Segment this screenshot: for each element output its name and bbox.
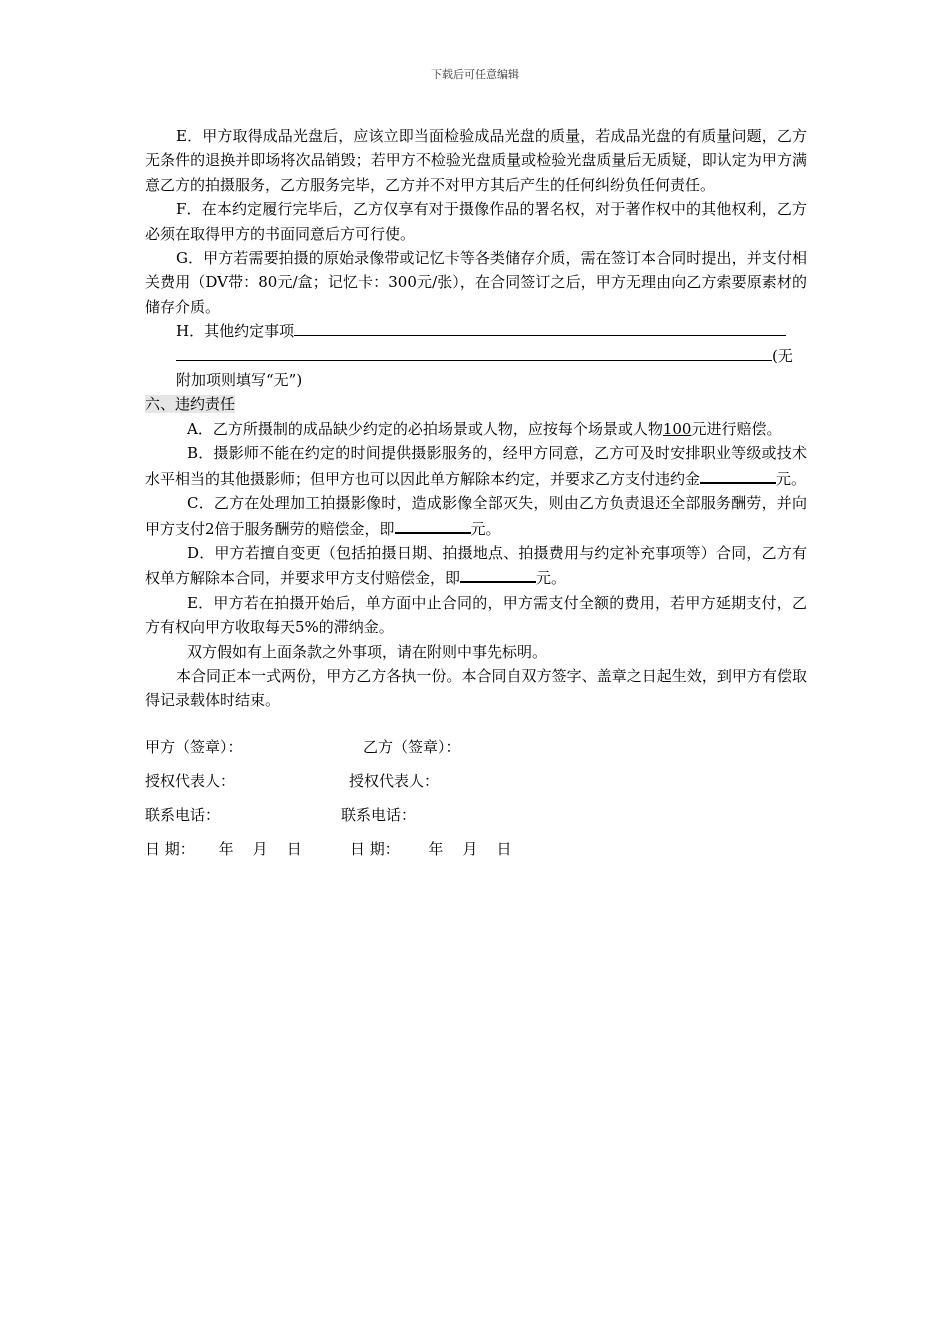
penalty-a-amount: 100: [662, 419, 692, 438]
party-a-date: 日 期： 年 月 日: [145, 839, 302, 858]
penalty-b-text: B．摄影师不能在约定的时间提供摄影服务的，经甲方同意，乙方可及时安排职业等级或技术水平相当的其他摄影师；但甲方也可以因此单方解除本约定，并要求乙方支付违约金: [145, 444, 807, 488]
penalty-c-suffix: 元。: [470, 519, 501, 538]
penalty-c: [145, 491, 807, 541]
clause-h: [145, 319, 807, 343]
penalty-d-blank[interactable]: [460, 565, 536, 583]
party-a-representative: 授权代表人：: [145, 771, 236, 790]
clause-h-suffix: (无: [772, 346, 793, 365]
penalty-b-suffix: 元。: [776, 469, 807, 488]
party-a-signature: 甲方（签章）：: [145, 737, 243, 756]
penalty-d-text: D．甲方若擅自变更（包括拍摄日期、拍摄地点、拍摄费用与约定补充事项等）合同，乙方有权单方解除本合同，并要求甲方支付赔偿金，即: [145, 543, 807, 588]
signature-row-phone: [145, 805, 807, 839]
validity-clause: 本合同正本一式两份，甲方乙方各执一份。本合同自双方签字、盖章之日起生效，到甲方有偿取得记录载体时结束。: [145, 666, 807, 710]
page-header: 下载后可任意编辑: [431, 68, 519, 81]
penalty-a-suffix: 元进行赔偿。: [691, 419, 782, 438]
party-b-phone: 联系电话：: [341, 805, 417, 824]
contract-body: [145, 124, 807, 873]
clause-h-note: 附加项则填写“无”): [176, 371, 303, 390]
penalty-b-blank[interactable]: [700, 466, 776, 484]
clause-h-blank-2[interactable]: [176, 344, 772, 361]
clause-f: F．在本约定履行完毕后，乙方仅享有对于摄像作品的署名权，对于著作权中的其他权利，乙方必须在取得甲方的书面同意后方可行使。: [145, 200, 807, 243]
signature-row-date: [145, 839, 807, 873]
penalty-c-text: C．乙方在处理加工拍摄影像时，造成影像全部灭失，则由乙方负责退还全部服务酬劳，并向甲方支付2倍于服务酬劳的赔偿金，即: [145, 494, 807, 538]
penalty-d-suffix: 元。: [536, 569, 567, 588]
penalty-d: [145, 541, 807, 591]
penalty-a: [145, 417, 807, 441]
penalty-e: E．甲方若在拍摄开始后，单方面中止合同的，甲方需支付全额的费用，若甲方延期支付，乙方有权向甲方收取每天5%的滞纳金。: [145, 593, 807, 637]
clause-h-blank-1[interactable]: [294, 319, 786, 336]
penalty-b: [145, 441, 807, 491]
signature-row-rep: [145, 771, 807, 805]
extra-matters: 双方假如有上面条款之外事项，请在附则中事先标明。: [187, 642, 548, 661]
party-b-representative: 授权代表人：: [349, 771, 440, 790]
party-b-signature: 乙方（签章）：: [363, 737, 461, 756]
clause-e: E．甲方取得成品光盘后，应该立即当面检验成品光盘的质量，若成品光盘的有质量问题，乙方无条件的退换并即场将次品销毁；若甲方不检验光盘质量或检验光盘质量后无质疑，即认定为甲方满意乙方的拍摄服务，乙方服务完毕，乙方并不对甲方其后产生的任何纠纷负任何责任。: [145, 127, 807, 194]
party-a-phone: 联系电话：: [145, 805, 221, 824]
clause-h-line-2: [145, 344, 807, 368]
signature-row-party: [145, 737, 807, 771]
clause-g: G．甲方若需要拍摄的原始录像带或记忆卡等各类储存介质，需在签订本合同时提出，并支付相关费用（DV带：80元/盒；记忆卡：300元/张），在合同签订之后，甲方无理由向乙方索要原素材的储存介质。: [145, 249, 807, 316]
section-6-heading: [145, 392, 807, 416]
penalty-c-blank[interactable]: [395, 516, 471, 534]
section-6-title: 六、违约责任: [145, 395, 236, 414]
clause-h-label: H．其他约定事项: [176, 322, 295, 341]
party-b-date: 日 期： 年 月 日: [350, 839, 512, 858]
penalty-a-text: A．乙方所摄制的成品缺少约定的必拍场景或人物，应按每个场景或人物: [187, 419, 663, 438]
